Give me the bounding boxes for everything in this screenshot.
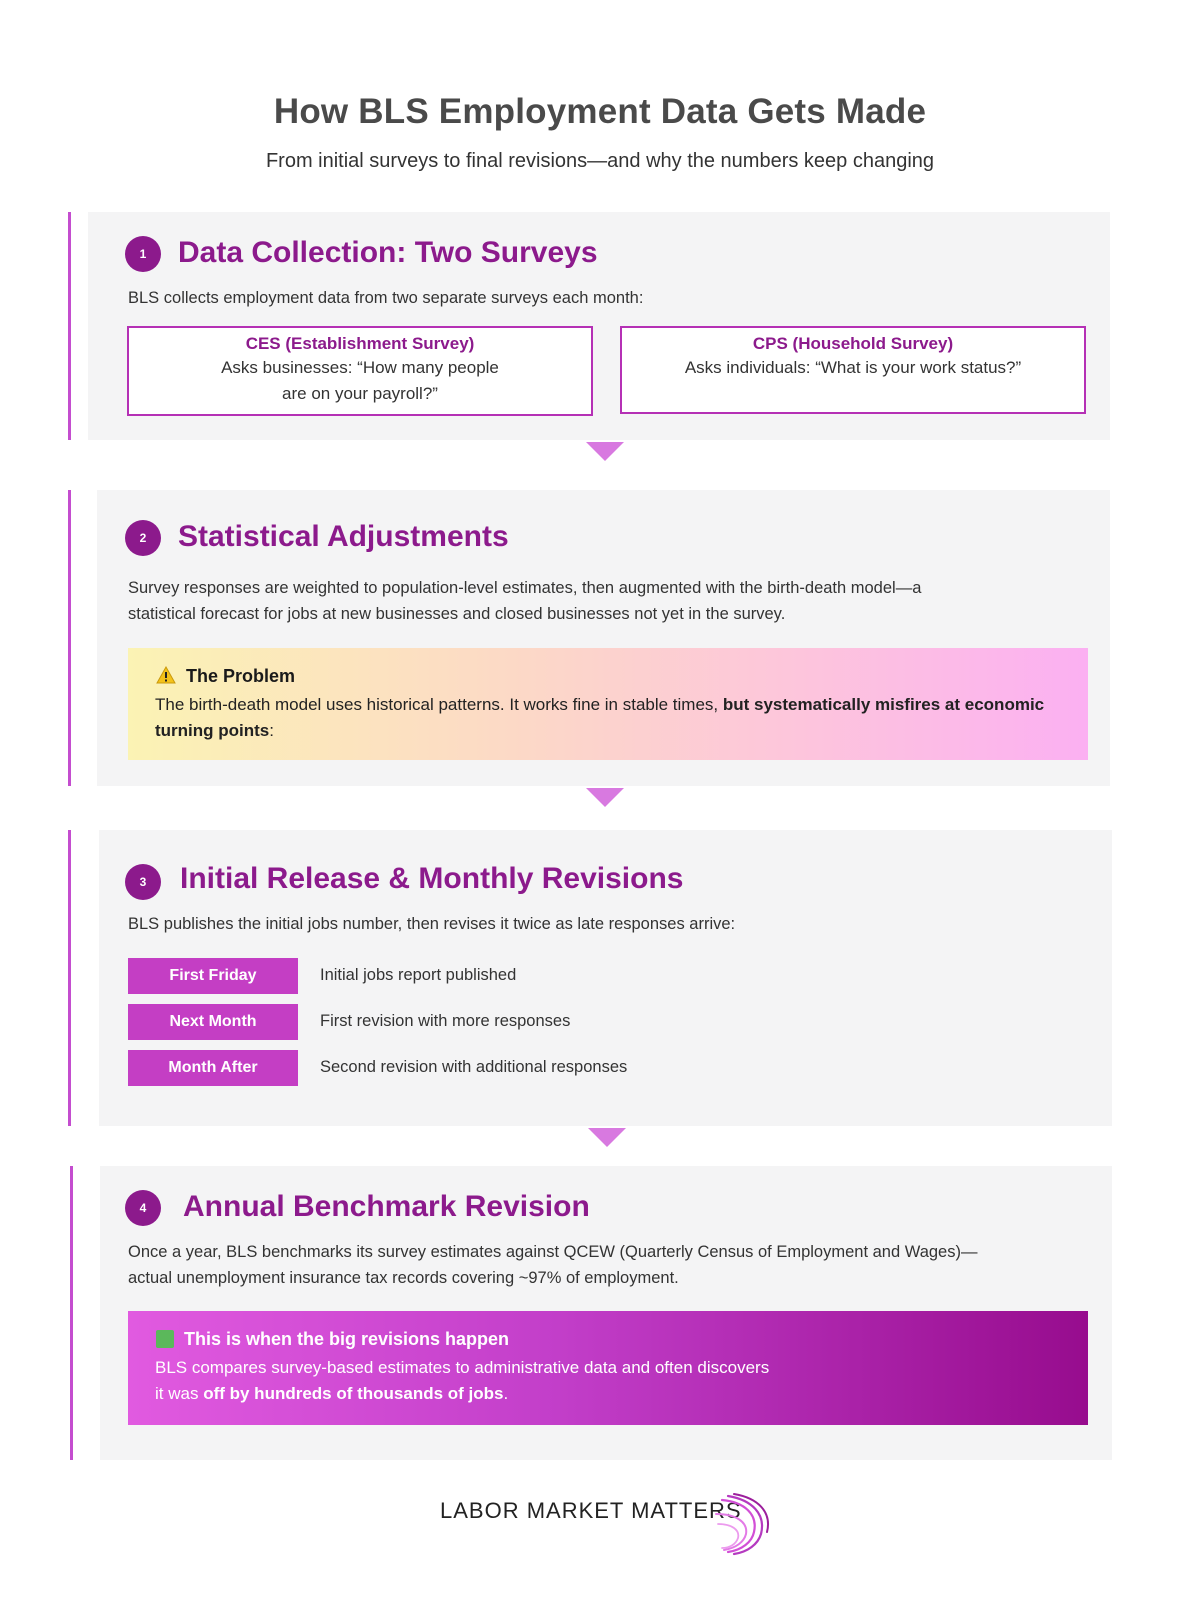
timeline-label-first-friday: First Friday: [128, 958, 298, 994]
step-4-accent-bar: [70, 1166, 73, 1460]
step-2-accent-bar: [68, 490, 71, 786]
step-4-text-line-1: Once a year, BLS benchmarks its survey estimates against QCEW (Quarterly Census of Employment and Wages)—: [128, 1243, 978, 1261]
step-2-text-line-2: statistical forecast for jobs at new businesses and closed businesses not yet in the survey.: [128, 605, 786, 623]
survey-title: CPS (Household Survey): [752, 334, 954, 353]
footer-brand: LABOR MARKET MATTERS: [440, 1498, 742, 1523]
page-title: How BLS Employment Data Gets Made: [273, 92, 927, 131]
swoosh-logo-icon: [714, 1492, 774, 1556]
problem-callout-heading: [156, 666, 295, 687]
survey-box-cps: [620, 326, 1086, 414]
green-square-icon: [156, 1330, 174, 1348]
step-3-title: Initial Release & Monthly Revisions: [180, 862, 684, 895]
problem-callout: [128, 648, 1088, 760]
step-3-accent-bar: [68, 830, 71, 1126]
survey-box-ces: [127, 326, 593, 416]
flow-arrow-3-icon: [588, 1128, 626, 1147]
step-3-text: BLS publishes the initial jobs number, then revises it twice as late responses arrive:: [128, 915, 736, 933]
footer: [440, 1492, 780, 1562]
survey-text: Asks individuals: “What is your work status?”: [684, 358, 1022, 377]
timeline-label-month-after: Month After: [128, 1050, 298, 1086]
big-revisions-tail: .: [503, 1384, 509, 1403]
big-revisions-callout: [128, 1311, 1088, 1425]
page-subtitle: From initial surveys to final revisions—and why the numbers keep changing: [265, 150, 935, 172]
step-4-text-line-2: actual unemployment insurance tax records covering ~97% of employment.: [128, 1269, 679, 1287]
big-revisions-text: it was: [155, 1384, 204, 1403]
step-1-badge: 1: [125, 236, 161, 272]
problem-body-text: The birth-death model uses historical patterns. It works fine in stable times,: [155, 695, 723, 714]
problem-body-tail: :: [269, 721, 274, 740]
step-1-title: Data Collection: Two Surveys: [178, 236, 598, 269]
timeline-desc: First revision with more responses: [320, 1012, 571, 1030]
step-4-badge: 4: [125, 1190, 161, 1226]
big-revisions-line-1: BLS compares survey-based estimates to administrative data and often discovers: [155, 1358, 770, 1377]
warning-icon: [156, 666, 176, 684]
problem-body-bold: but systematically misfires at economic turning points: [155, 695, 1045, 740]
step-3-badge: 3: [125, 864, 161, 900]
timeline-label-next-month: Next Month: [128, 1004, 298, 1040]
survey-text: Asks businesses: “How many people: [221, 358, 499, 377]
survey-text: are on your payroll?”: [282, 384, 438, 403]
step-4-title: Annual Benchmark Revision: [183, 1190, 590, 1223]
timeline-desc: Second revision with additional responses: [320, 1058, 628, 1076]
big-revisions-heading-text: This is when the big revisions happen: [184, 1329, 510, 1349]
step-1-text: BLS collects employment data from two separate surveys each month:: [128, 289, 644, 307]
flow-arrow-1-icon: [586, 442, 624, 461]
big-revisions-heading: [156, 1329, 509, 1350]
step-1-accent-bar: [68, 212, 71, 440]
step-2-title: Statistical Adjustments: [178, 520, 509, 553]
survey-title: CES (Establishment Survey): [245, 334, 475, 353]
flow-arrow-2-icon: [586, 788, 624, 807]
step-2-text-line-1: Survey responses are weighted to population-level estimates, then augmented with the birth-death model—a: [128, 579, 922, 597]
big-revisions-body: [155, 1355, 955, 1407]
timeline-desc: Initial jobs report published: [320, 966, 517, 984]
problem-callout-body: [155, 692, 1055, 744]
big-revisions-bold: off by hundreds of thousands of jobs: [203, 1384, 504, 1403]
step-2-badge: 2: [125, 520, 161, 556]
problem-heading-text: The Problem: [186, 666, 296, 686]
